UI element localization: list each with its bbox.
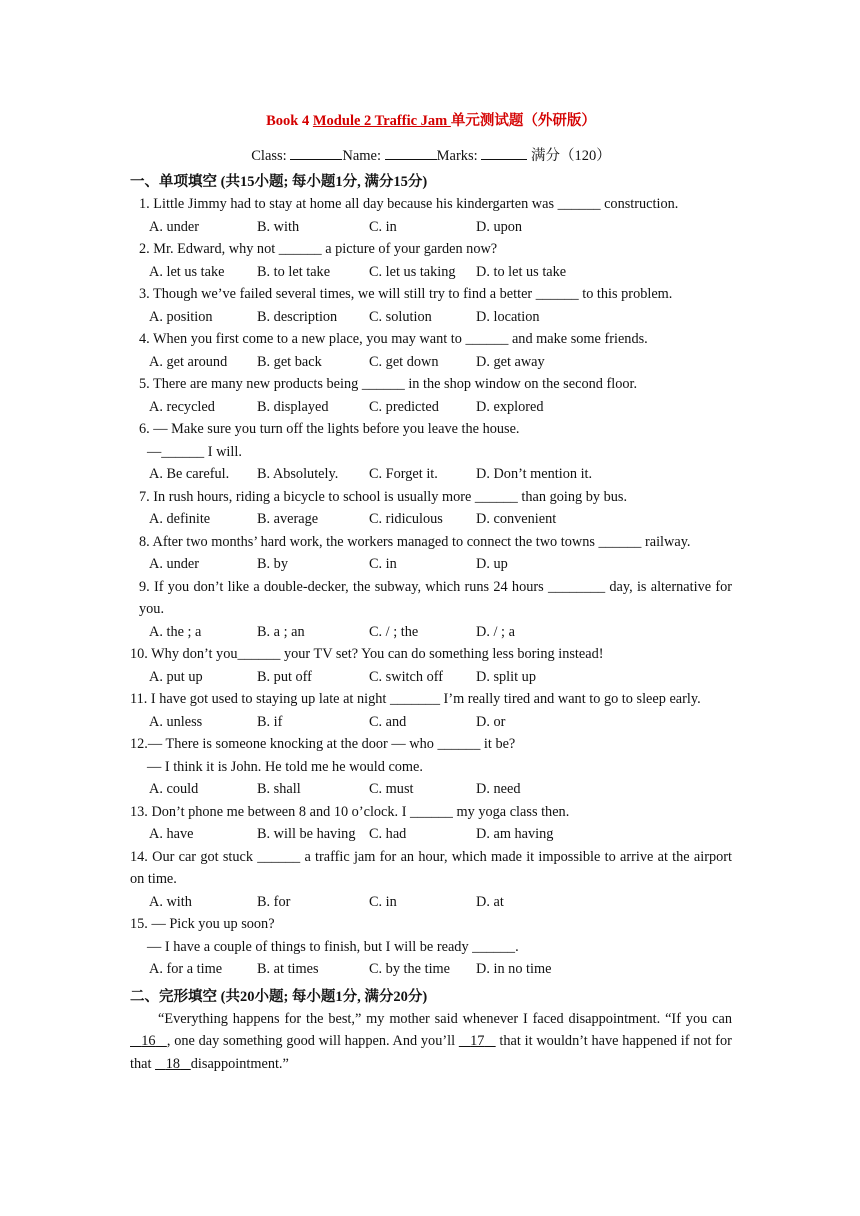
cloze-paragraph [130, 1008, 732, 1076]
class-blank [290, 145, 342, 160]
option-c: C. in [369, 556, 397, 572]
section-2-heading: 二、完形填空 (共20小题; 每小题1分, 满分20分) [130, 988, 428, 1005]
question-options [130, 778, 732, 801]
option-b: B. Absolutely. [257, 466, 339, 482]
option-d: D. at [476, 893, 504, 910]
option-b: B. at times [257, 961, 319, 977]
student-info-line [130, 145, 732, 166]
question-options [130, 261, 732, 284]
option-d: D. up [476, 556, 508, 572]
title-suffix: 单元测试题（外研版） [450, 113, 596, 129]
option-c: C. let us taking [369, 263, 456, 280]
option-a: A. recycled [149, 398, 215, 415]
option-b: B. for [257, 893, 291, 910]
option-b: B. average [257, 511, 319, 527]
question-stem: 11. I have got used to staying up late at night _______ I’m really tired and want to go to sleep early. [130, 691, 701, 707]
option-a: A. under [149, 218, 200, 235]
question-stem: 6. — Make sure you turn off the lights before you leave the house. [139, 421, 520, 437]
cloze-text-1: “Everything happens for the best,” my mother said whenever I faced disappointment. “If you can [158, 1010, 732, 1027]
option-b: B. with [257, 218, 300, 235]
option-d: D. or [476, 713, 506, 730]
option-a: A. get around [149, 353, 228, 370]
option-c: C. get down [369, 353, 439, 370]
document-page [130, 111, 732, 1075]
full-marks: 满分（120） [530, 148, 611, 164]
option-a: A. put up [149, 668, 203, 685]
option-b: B. by [257, 556, 288, 572]
cloze-blank-16 [130, 1033, 167, 1049]
cloze-blank-18 [155, 1056, 191, 1072]
question-options [130, 711, 732, 734]
question-stem: 5. There are many new products being ______ in the shop window on the second floor. [139, 376, 638, 392]
question-stem: 15. — Pick you up soon? [130, 916, 275, 932]
option-d: D. split up [476, 668, 536, 685]
question-response-line: — I think it is John. He told me he would come. [147, 758, 423, 775]
question-response-line: — I have a couple of things to finish, but I will be ready ______. [147, 938, 519, 955]
question-stem: 13. Don’t phone me between 8 and 10 o’clock. I ______ my yoga class then. [130, 803, 570, 820]
cloze-text-4: disappointment.” [190, 1055, 289, 1072]
question-stem: 10. Why don’t you______ your TV set? You can do something less boring instead! [130, 646, 604, 662]
option-d: D. explored [476, 398, 544, 415]
option-d: D. get away [476, 353, 545, 370]
question-options [130, 508, 732, 531]
option-d: D. convenient [476, 511, 557, 527]
title-prefix: Book 4 [266, 113, 313, 129]
question-stem: 3. Though we’ve failed several times, we will still try to find a better ______ to this problem. [139, 286, 673, 302]
question-options [130, 621, 732, 644]
option-c: C. in [369, 893, 397, 910]
question-options [130, 553, 732, 576]
option-d: D. upon [476, 218, 523, 235]
cloze-text-3: that it wouldn’t have happened if not for that [130, 1033, 732, 1072]
question-options [130, 958, 732, 981]
option-c: C. / ; the [369, 623, 419, 640]
option-c: C. and [369, 713, 407, 730]
option-b: B. if [257, 713, 283, 730]
option-b: B. description [257, 308, 338, 325]
option-d: D. am having [476, 826, 554, 842]
question-options [130, 463, 732, 486]
question-stem: 9. If you don’t like a double-decker, the subway, which runs 24 hours ________ day, is alternative for you. [139, 578, 732, 617]
question-options [130, 306, 732, 329]
title-module: Module 2 Traffic Jam [312, 113, 451, 129]
question-stem: 1. Little Jimmy had to stay at home all day because his kindergarten was ______ construction. [139, 196, 679, 212]
option-b: B. a ; an [257, 623, 305, 640]
marks-blank [481, 145, 527, 160]
option-a: A. with [149, 893, 192, 910]
option-a: A. for a time [149, 961, 223, 977]
marks-label: Marks: [436, 148, 478, 164]
option-d: D. Don’t mention it. [476, 466, 593, 482]
option-c: C. predicted [369, 398, 439, 415]
option-a: A. position [149, 308, 213, 325]
option-c: C. Forget it. [369, 466, 438, 482]
option-c: C. must [369, 781, 414, 797]
question-options [130, 666, 732, 689]
question-stem: 14. Our car got stuck ______ a traffic jam for an hour, which made it impossible to arrive at the airport on time. [130, 848, 732, 887]
option-d: D. in no time [476, 961, 552, 977]
option-a: A. Be careful. [149, 466, 230, 482]
question-options [130, 891, 732, 914]
option-d: D. location [476, 308, 540, 325]
option-a: A. let us take [149, 263, 225, 280]
option-b: B. put off [257, 668, 312, 685]
option-a: A. unless [149, 713, 203, 730]
class-label: Class: [251, 148, 287, 164]
question-options [130, 216, 732, 239]
option-b: B. to let take [257, 263, 331, 280]
cloze-text-2: , one day something good will happen. And you’ll [166, 1033, 459, 1049]
option-b: B. will be having [257, 826, 356, 842]
option-b: B. displayed [257, 398, 329, 415]
option-c: C. had [369, 826, 407, 842]
cloze-blank-number: 17 [470, 1033, 485, 1049]
cloze-blank-number: 16 [141, 1033, 156, 1049]
question-options [130, 351, 732, 374]
question-stem: 4. When you first come to a new place, you may want to ______ and make some friends. [139, 331, 648, 347]
cloze-blank-number: 18 [165, 1055, 181, 1072]
question-stem: 2. Mr. Edward, why not ______ a picture of your garden now? [139, 241, 498, 257]
option-b: B. shall [257, 781, 301, 797]
option-d: D. to let us take [476, 263, 567, 280]
option-d: D. / ; a [476, 623, 515, 640]
section-1-heading: 一、单项填空 (共15小题; 每小题1分, 满分15分) [130, 174, 428, 190]
question-stem: 12.— There is someone knocking at the door — who ______ it be? [130, 736, 516, 752]
option-d: D. need [476, 781, 521, 797]
option-c: C. by the time [369, 961, 451, 977]
option-a: A. have [149, 826, 194, 842]
question-stem: 8. After two months’ hard work, the workers managed to connect the two towns ______ railway. [139, 533, 691, 550]
question-options [130, 823, 732, 846]
option-b: B. get back [257, 353, 322, 370]
question-response-line: —______ I will. [147, 443, 242, 460]
option-c: C. ridiculous [369, 511, 443, 527]
option-a: A. could [149, 781, 199, 797]
option-c: C. in [369, 218, 397, 235]
name-label: Name: [342, 148, 381, 164]
option-c: C. solution [369, 308, 432, 325]
option-a: A. under [149, 556, 200, 572]
option-a: A. the ; a [149, 623, 202, 640]
name-blank [385, 145, 437, 160]
option-a: A. definite [149, 511, 211, 527]
cloze-blank-17 [459, 1033, 496, 1049]
document-title [130, 111, 732, 131]
question-options [130, 396, 732, 419]
question-stem: 7. In rush hours, riding a bicycle to school is usually more ______ than going by bus. [139, 488, 628, 505]
option-c: C. switch off [369, 668, 443, 685]
question-list [130, 193, 732, 981]
